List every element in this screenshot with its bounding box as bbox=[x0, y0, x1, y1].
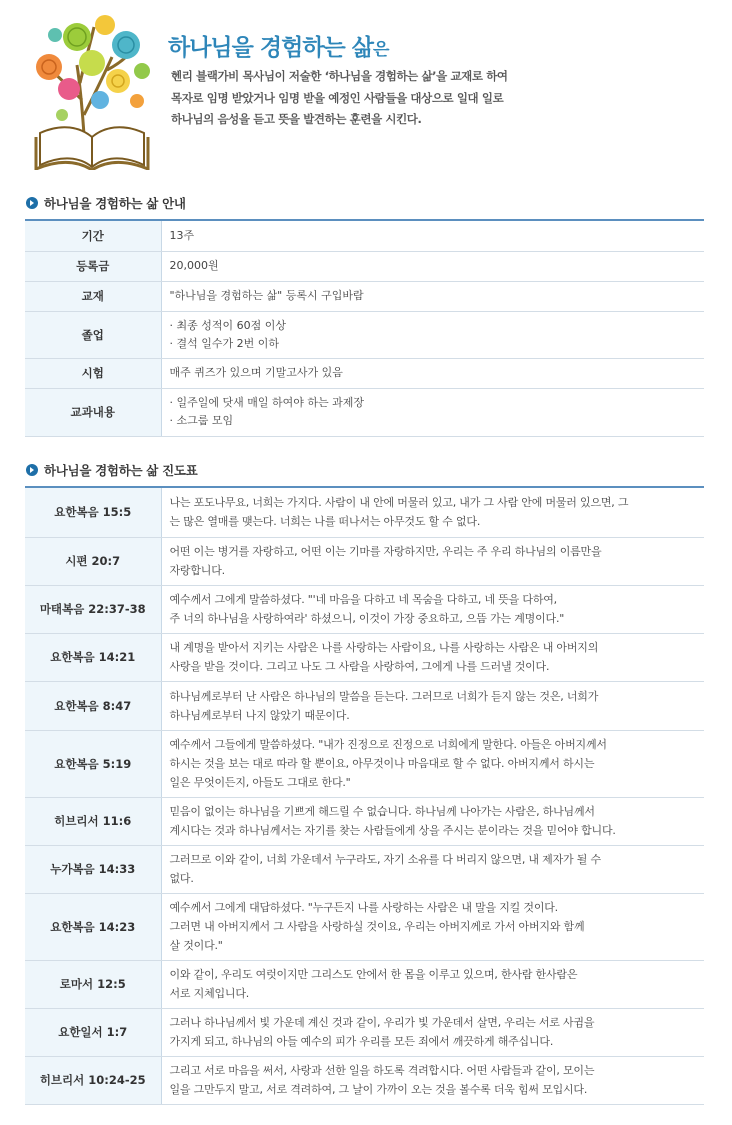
scripture-text bbox=[161, 681, 704, 730]
row-value-line: · 최종 성적이 60점 이상 bbox=[169, 318, 286, 332]
scripture-line: 는 많은 열매를 맺는다. 너희는 나를 떠나서는 아무것도 할 수 없다. bbox=[169, 515, 481, 529]
row-label: 등록금 bbox=[25, 251, 161, 281]
scripture-line: 서로 지체입니다. bbox=[169, 987, 250, 1000]
scripture-line: 주 너의 하나님을 사랑하여라' 하셨으니, 이것이 가장 중요하고, 으뜸 가는 계명이다." bbox=[169, 612, 565, 625]
scripture-text bbox=[161, 960, 704, 1008]
scripture-ref: 요한복음 8:47 bbox=[25, 681, 161, 730]
row-value bbox=[161, 388, 704, 436]
scripture-ref: 히브리서 11:6 bbox=[25, 797, 161, 845]
scripture-text bbox=[161, 487, 704, 537]
row-value bbox=[161, 281, 704, 311]
table-row bbox=[25, 585, 704, 633]
schedule-heading-text: 하나님을 경험하는 삶 진도표 bbox=[44, 463, 198, 478]
scripture-ref: 요한복음 14:21 bbox=[25, 633, 161, 681]
scripture-line: 일은 무엇이든지, 아들도 그대로 한다." bbox=[169, 776, 351, 789]
intro-text bbox=[171, 66, 571, 131]
scripture-line: 그러면 내 아버지께서 그 사람을 사랑하실 것이요, 우리는 아버지께로 가서 아버지와 함께 bbox=[169, 920, 585, 933]
scripture-line: 예수께서 그에게 말씀하셨다. "'네 마음을 다하고 네 목숨을 다하고, 네 뜻을 다하여, bbox=[169, 593, 557, 606]
row-value-line: "하나님을 경험하는 삶" 등록시 구입바람 bbox=[169, 289, 364, 302]
scripture-line: 하시는 것을 보는 대로 따라 할 뿐이요, 아무것이나 마음대로 할 수 없다. 아버지께서 하시는 bbox=[169, 757, 595, 770]
table-row bbox=[25, 537, 704, 585]
table-row bbox=[25, 681, 704, 730]
table-row bbox=[25, 388, 704, 436]
arrow-bullet-icon bbox=[26, 464, 38, 476]
schedule-section-heading bbox=[26, 461, 197, 479]
scripture-ref: 시편 20:7 bbox=[25, 537, 161, 585]
row-label: 기간 bbox=[25, 220, 161, 251]
table-row bbox=[25, 960, 704, 1008]
table-row bbox=[25, 1008, 704, 1056]
table-row bbox=[25, 251, 704, 281]
intro-line: 목자로 임명 받았거나 임명 받을 예정인 사람들을 대상으로 일대 일로 bbox=[171, 90, 504, 105]
table-row bbox=[25, 633, 704, 681]
row-value bbox=[161, 251, 704, 281]
row-value-line: · 일주일에 닷새 매일 하여야 하는 과제장 bbox=[169, 396, 364, 409]
scripture-text bbox=[161, 730, 704, 797]
row-value bbox=[161, 358, 704, 388]
scripture-line: 그리고 서로 마음을 써서, 사랑과 선한 일을 하도록 격려합시다. 어떤 사람들과 같이, 모이는 bbox=[169, 1064, 595, 1077]
info-section-heading bbox=[26, 194, 186, 212]
row-label: 졸업 bbox=[25, 311, 161, 358]
title-text: 하나님을 경험하는 삶 bbox=[168, 35, 373, 61]
scripture-line: 믿음이 없이는 하나님을 기쁘게 해드릴 수 없습니다. 하나님께 나아가는 사람은, 하나님께서 bbox=[169, 805, 595, 818]
row-value-line: · 소그룹 모임 bbox=[169, 414, 234, 427]
table-row bbox=[25, 281, 704, 311]
row-value-line: 매주 퀴즈가 있으며 기말고사가 있음 bbox=[169, 366, 343, 379]
table-row bbox=[25, 1056, 704, 1104]
scripture-text bbox=[161, 585, 704, 633]
scripture-line: 일을 그만두지 말고, 서로 격려하여, 그 날이 가까이 오는 것을 볼수록 더욱 힘써 모입시다. bbox=[169, 1083, 588, 1096]
scripture-ref: 요한복음 14:23 bbox=[25, 893, 161, 960]
tree-book-logo bbox=[22, 5, 162, 170]
scripture-ref: 요한일서 1:7 bbox=[25, 1008, 161, 1056]
scripture-text bbox=[161, 1008, 704, 1056]
scripture-ref: 마태복음 22:37-38 bbox=[25, 585, 161, 633]
scripture-line: 이와 같이, 우리도 여럿이지만 그리스도 안에서 한 몸을 이루고 있으며, 한사람 한사람은 bbox=[169, 968, 578, 981]
scripture-line: 살 것이다." bbox=[169, 939, 223, 952]
scripture-line: 하나님께로부터 난 사람은 하나님의 말씀을 듣는다. 그러므로 너희가 듣지 않는 것은, 너희가 bbox=[169, 689, 599, 703]
scripture-text bbox=[161, 537, 704, 585]
scripture-line: 그러므로 이와 같이, 너희 가운데서 누구라도, 자기 소유를 다 버리지 않으면, 내 제자가 될 수 bbox=[169, 853, 601, 866]
row-value-line: 13주 bbox=[169, 228, 195, 242]
table-row bbox=[25, 220, 704, 251]
table-row bbox=[25, 845, 704, 893]
arrow-bullet-icon bbox=[26, 197, 38, 209]
info-heading-text: 하나님을 경험하는 삶 안내 bbox=[44, 196, 186, 211]
title-suffix: 은 bbox=[372, 40, 389, 60]
table-row bbox=[25, 893, 704, 960]
scripture-ref: 로마서 12:5 bbox=[25, 960, 161, 1008]
scripture-line: 하나님께로부터 나지 않았기 때문이다. bbox=[169, 708, 350, 722]
table-row bbox=[25, 797, 704, 845]
intro-line: 헨리 블랙가비 목사님이 저술한 ‘하나님을 경험하는 삶’을 교재로 하여 bbox=[171, 69, 508, 83]
scripture-line: 예수께서 그에게 대답하셨다. "누구든지 나를 사랑하는 사람은 내 말을 지킬 것이다. bbox=[169, 901, 558, 914]
scripture-line: 그러나 하나님께서 빛 가운데 계신 것과 같이, 우리가 빛 가운데서 살면, 우리는 서로 사귐을 bbox=[169, 1016, 595, 1029]
scripture-line: 없다. bbox=[169, 872, 194, 885]
scripture-ref: 요한복음 15:5 bbox=[25, 487, 161, 537]
table-row bbox=[25, 311, 704, 358]
intro-line: 하나님의 음성을 듣고 뜻을 발견하는 훈련을 시킨다. bbox=[171, 112, 422, 126]
table-row bbox=[25, 487, 704, 537]
row-value-line: 20,000원 bbox=[169, 259, 219, 272]
scripture-text bbox=[161, 1056, 704, 1104]
table-row bbox=[25, 730, 704, 797]
scripture-line: 사랑을 받을 것이다. 그리고 나도 그 사람을 사랑하여, 그에게 나를 드러낼 것이다. bbox=[169, 660, 550, 673]
row-value bbox=[161, 311, 704, 358]
scripture-text bbox=[161, 633, 704, 681]
scripture-text bbox=[161, 893, 704, 960]
scripture-line: 나는 포도나무요, 너희는 가지다. 사람이 내 안에 머물러 있고, 내가 그 사람 안에 머물러 있으면, 그 bbox=[169, 496, 629, 510]
scripture-text bbox=[161, 797, 704, 845]
scripture-line: 자랑합니다. bbox=[169, 564, 225, 577]
row-label: 교재 bbox=[25, 281, 161, 311]
schedule-table bbox=[25, 486, 704, 1105]
page-title bbox=[168, 29, 388, 62]
row-value-line: · 결석 일수가 2번 이하 bbox=[169, 336, 279, 350]
scripture-ref: 요한복음 5:19 bbox=[25, 730, 161, 797]
table-row bbox=[25, 358, 704, 388]
scripture-line: 계시다는 것과 하나님께서는 자기를 찾는 사람들에게 상을 주시는 분이라는 것을 믿어야 합니다. bbox=[169, 824, 616, 837]
row-label: 교과내용 bbox=[25, 388, 161, 436]
scripture-line: 어떤 이는 병거를 자랑하고, 어떤 이는 기마를 자랑하지만, 우리는 주 우리 하나님의 이름만을 bbox=[169, 545, 602, 558]
scripture-ref: 누가복음 14:33 bbox=[25, 845, 161, 893]
row-value bbox=[161, 220, 704, 251]
scripture-text bbox=[161, 845, 704, 893]
scripture-line: 가지게 되고, 하나님의 아들 예수의 피가 우리를 모든 죄에서 깨끗하게 해주십니다. bbox=[169, 1035, 554, 1048]
row-label: 시험 bbox=[25, 358, 161, 388]
scripture-ref: 히브리서 10:24-25 bbox=[25, 1056, 161, 1104]
info-table bbox=[25, 219, 704, 437]
scripture-line: 내 계명을 받아서 지키는 사람은 나를 사랑하는 사람이요, 나를 사랑하는 사람은 내 아버지의 bbox=[169, 641, 599, 654]
scripture-line: 예수께서 그들에게 말씀하셨다. "내가 진정으로 진정으로 너희에게 말한다. 아들은 아버지께서 bbox=[169, 738, 607, 751]
